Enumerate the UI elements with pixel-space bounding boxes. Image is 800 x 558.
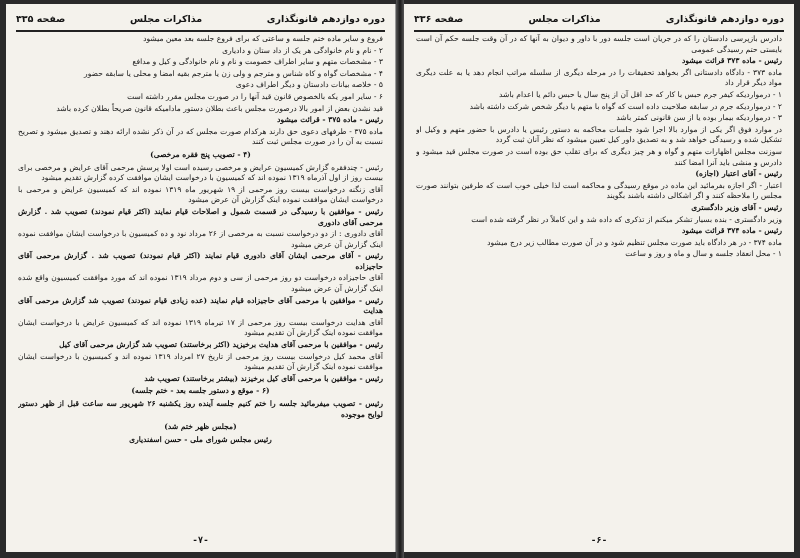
- left-page-paragraph: رئیس مجلس شورای ملی - حسن اسفندیاری: [129, 434, 272, 444]
- right-page-paragraph: رئیس - ماده ۳۷۳ قرائت میشود: [681, 56, 782, 66]
- right-page-number: -۶-: [590, 536, 608, 546]
- right-page-paragraph: ۱ - درمواردیکه کیفر جرم حبس با کار که حد اقل آن از پنج سال یا حبس دائم یا اعدام باشد: [499, 89, 782, 99]
- left-page-paragraph: رئیس - موافقین با مرحمی آقای هدایت برخیزید (اکثر برخاستند) تصویب شد گزارش مرحمی آقای کیل: [59, 340, 383, 350]
- left-header-title: مذاکرات مجلس: [129, 13, 203, 25]
- left-page-paragraph: آقای هدایت درخواست بیست روز مرحمی از ۱۷ تیرماه ۱۳۱۹ نموده اند که کمیسیون عرایض با درخواست ایشان موافقت نموده اینک گزارش آن تقدیم میشود: [18, 317, 383, 338]
- left-page-top-paragraph: قید نشدن بعض از امور بالا درصورت مجلس باعث بطلان دستور مادامیکه قانون صریحاً بطلان کرده باشد: [56, 103, 383, 113]
- left-page-paragraph: (۶ - موقع و دستور جلسه بعد - ختم جلسه): [131, 386, 270, 396]
- right-header-page-label: صفحه ۳۳۶: [414, 13, 464, 25]
- right-page-paragraph: دادرس بازپرسی دادستان را که در جریان است جلسه دور با داور و دیوان به آنها که در آن وقت جلسه حکم آن است بایستی حتم رسیدگی عمومی: [416, 34, 782, 54]
- left-page: [6, 4, 396, 552]
- left-page-top-paragraph: ۲ - نام و نام خانوادگی هر یک از داد ستان و دادیاری: [222, 45, 383, 55]
- left-header-session: دوره دوازدهم قانونگذاری: [266, 13, 385, 25]
- left-page-header: [16, 10, 385, 32]
- right-page-paragraph: رئیس - آقای اعتبار (اجازه): [695, 169, 782, 179]
- right-page-paragraph: ۲ - درمواردیکه جرم در سابقه صلاحیت داده است که گواه با متهم یا دیگر شخص شرکت داشته باشد: [469, 101, 782, 111]
- left-page-top-paragraph: ۴ - مشخصات گواه و کاه شناس و مترجم و ولی زن یا مترجم بقیه امضا و محلی یا سابقه حضور: [84, 68, 383, 78]
- right-page-paragraph: رئیس - آقای وزیر دادگستری: [691, 202, 782, 212]
- book-gutter: [396, 0, 404, 558]
- right-page-paragraph: ماده ۳۷۳ - دادگاه دادستانی اگر بخواهد تحقیقات را در مرحله دیگری از سلسله مراتب انجام دهد یا به علت دیگری مواد دیگر قرار داد: [416, 67, 782, 88]
- left-page-paragraph: آقای محمد کیل درخواست بیست روز مرحمی از تاریخ ۲۷ امرداد ۱۳۱۹ نموده اند و کمیسیون با درخواست ایشان موافقت نموده اینک گزارش آن تقدیم میشود: [18, 351, 383, 372]
- left-page-paragraph: رئیس - موافقین با مرحمی آقای کیل برخیزند (بیشتر برخاستند) تصویب شد: [144, 373, 383, 383]
- right-page-paragraph: رئیس - ماده ۳۷۴ قرائت میشود: [681, 226, 782, 236]
- left-page-paragraph: رئیس - آقای مرحمی ایشان آقای دادوری قیام نمایند (اکثر قیام نمودند) تصویب شد . گزارش مرحمی آقای حاجیزاده: [18, 251, 383, 271]
- left-page-paragraph: (مجلس ظهر ختم شد): [164, 422, 237, 432]
- left-page-top-paragraph: آقای زنگنه درخواست بیست روز مرحمی از ۱۹ شهریور ماه ۱۳۱۹ نموده اند که کمیسیون عرایض و مرحمی با درخواست ایشان موافقت نموده اینک گزارش آن عرض میشود: [18, 184, 383, 205]
- right-page-header: [414, 10, 784, 32]
- right-page-paragraph: سوزنت مجلس اظهارات متهم و گواه و هر چیز دیگری که برای تقلب حق بوده است در صورت مجلس قید میشود و دادرس و منشی باید آنرا امضا کنند: [416, 146, 782, 167]
- left-header-page-label: صفحه ۳۳۵: [16, 13, 66, 25]
- left-page-top-paragraph: ۶ - سایر امور یکه بالخصوص قانون قید آنها را در صورت مجلس مقرر داشته است: [127, 91, 383, 101]
- right-page-paragraph: اعتبار - اگر اجازه بفرمائید این ماده در موقع رسیدگی و محاکمه است لذا خیلی خوب است که طرفین بتوانند صورت مجلس را ملاحظه کنند و اگر اشکالی داشته باشند بگویند: [416, 180, 782, 201]
- right-header-session: دوره دوازدهم قانونگذاری: [665, 13, 784, 25]
- left-page-top-paragraph: ۵ - خلاصه بیانات دادستان و دیگر اطراف دعوی: [235, 80, 383, 90]
- right-header-title: مذاکرات مجلس: [528, 13, 601, 25]
- right-page-paragraph: ۳ - درمواردیکه بیمار بوده یا از سن قانونی کمتر باشد: [616, 113, 782, 123]
- right-page-paragraph: وزیر دادگستری - بنده بسیار تشکر میکنم از تذکری که داده شد و این کاملاً در نظر گرفته شده است: [471, 214, 782, 224]
- left-page-top-paragraph: ماده ۳۷۵ - طرفهای دعوی حق دارند هرکدام صورت مجلس که در آن ذکر نشده ارائه دهند و تصدیق میشود و تصریح نسبت به آن را در صورت مجلس ثبت کنند: [18, 126, 383, 147]
- left-page-paragraph: آقای حاجیزاده درخواست دو روز مرحمی از سی و دوم مرداد ۱۳۱۹ نموده اند که مورد موافقت کمیسیون واقع شده اینک گزارش آن عرض میشود: [18, 273, 383, 294]
- left-page-top-paragraph: ۳ - مشخصات متهم و سایر اطراف خصومت و نام و نام خانوادگی و کیل و مدافع: [132, 57, 383, 67]
- right-page-paragraph: در موارد فوق اگر یکی از موارد بالا اجرا شود جلسات محاکمه به دستور رئیس یا دادرس با حضور متهم و وکیل او تشکیل شده و رسیدگی خواهد شد و به تصدیق داور کیل تعیین میشود که نظر آنان ثبت گردد: [416, 124, 782, 145]
- left-page-paragraph: رئیس - موافقین با مرحمی آقای حاجیزاده قیام نمایند (عده زیادی قیام نمودند) تصویب شد گزارش مرحمی آقای هدایت: [18, 295, 383, 316]
- left-page-body: [18, 34, 383, 526]
- left-page-paragraph: آقای دادوری : از دو درخواست نسبت به مرخصی از ۲۶ مرداد نود و ده کمیسیون با درخواست ایشان موافقت نموده اینک گزارش آن عرض میشود: [18, 229, 383, 249]
- right-page: [404, 4, 794, 552]
- left-page-top-paragraph: رئیس - چندفقره گزارش کمیسیون عرایض و مرخصی رسیده است اولا پرسش مرحمی آقای عرایض و مرخصی برای بیست روز از اول آذرماه ۱۳۱۹ نموده اند که کمیسیون با درخواست ایشان موافقت کرده گزارش تقدیم میشود: [18, 162, 383, 183]
- left-page-paragraph: رئیس - موافقین با رسیدگی در قسمت شمول و اصلاحات قیام نمایند (اکثر قیام نمودند) تصویب شد . گزارش مرحمی آقای دادوری: [18, 206, 383, 227]
- left-page-paragraph: رئیس - تصویب میفرمائید جلسه را ختم کنیم جلسه آینده روز یکشنبه ۲۶ شهریور سه ساعت قبل از ظهر دستور لوایح موجوده: [18, 399, 383, 419]
- left-page-top-paragraph: رئیس - ماده ۳۷۵ - قرائت میشود: [277, 115, 383, 125]
- left-page-number: -۷-: [192, 536, 209, 546]
- left-page-top-paragraph: (۴ - تصویب پنج فقره مرخصی): [150, 149, 251, 159]
- right-page-paragraph: ۱ - محل انعقاد جلسه و سال و ماه و روز و ساعت: [625, 249, 782, 259]
- right-page-body: [416, 34, 782, 526]
- left-page-top-paragraph: فروع و سایر ماده ختم جلسه و ساعتی که برای فروع جلسه بعد معین میشود: [143, 34, 383, 43]
- right-page-paragraph: ماده ۳۷۴ - در هر دادگاه باید صورت مجلس تنظیم شود و در آن صورت مطالب زیر درج میشود: [487, 237, 782, 247]
